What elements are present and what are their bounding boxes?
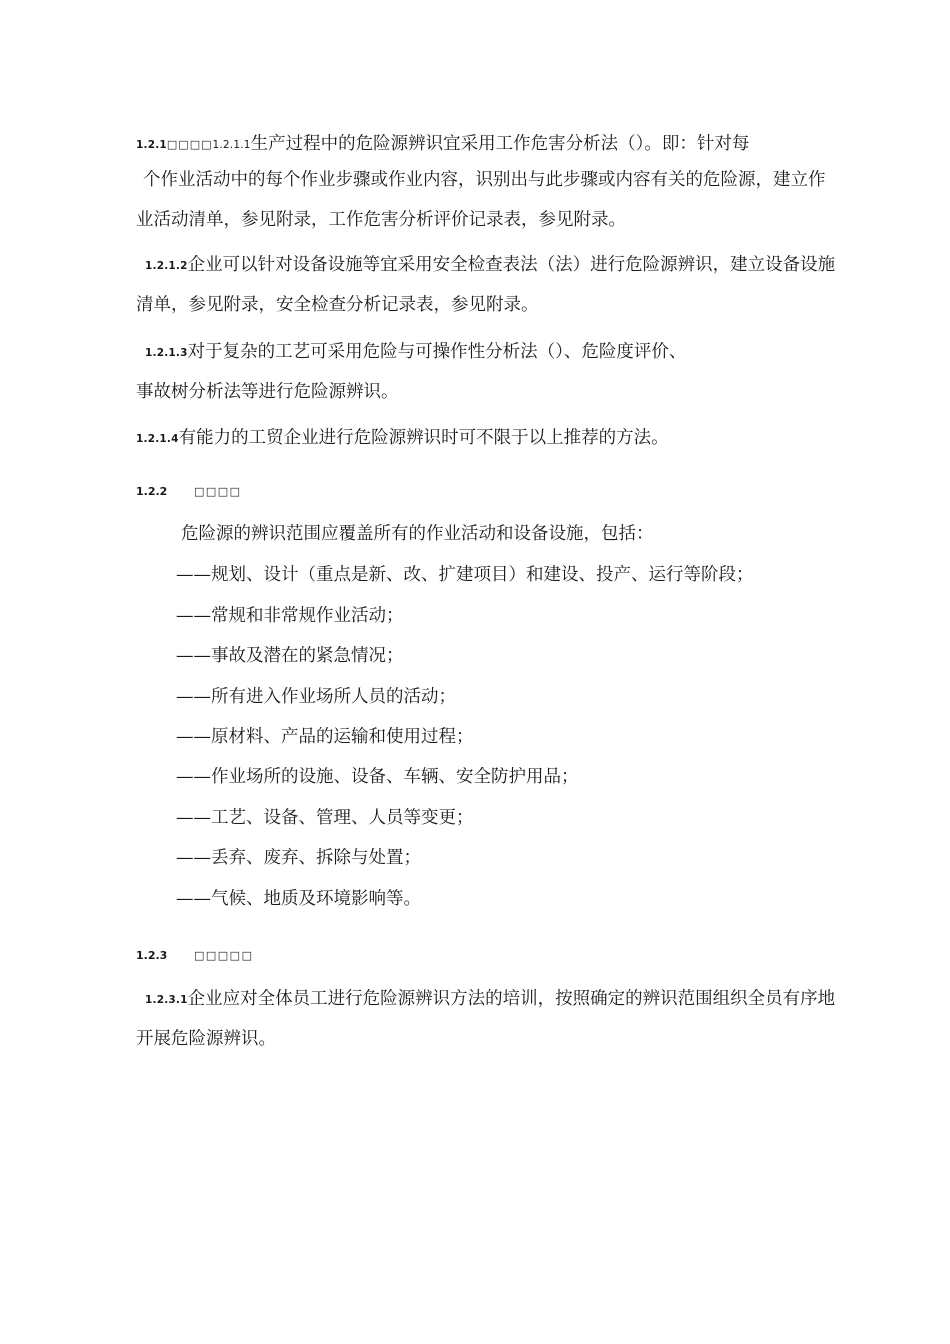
heading-number-1-2-1: 1.2.1	[136, 139, 167, 151]
item-text: 有能力的工贸企业进行危险源辨识时可不限于以上推荐的方法。	[178, 428, 669, 448]
scope-item-9: ——气候、地质及环境影响等。	[176, 889, 421, 909]
scope-item-4: ——所有进入作业场所人员的活动；	[176, 687, 456, 707]
heading-number-1-2-3: 1.2.3	[136, 949, 168, 962]
paragraph-1-2-3-1-line-2: 开展危险源辨识。	[136, 1029, 276, 1049]
paragraph-1-2-1-1-line-2: 个作业活动中的每个作业步骤或作业内容，识别出与此步骤或内容有关的危险源，建立作	[143, 170, 826, 190]
paragraph-1-2-1-1-line-3: 业活动清单，参见附录，工作危害分析评价记录表，参见附录。	[136, 210, 626, 230]
heading-placeholder-1-2-2: □□□□	[194, 485, 242, 498]
scope-item-8: ——丢弃、废弃、拆除与处置；	[176, 848, 421, 868]
scope-item-2: ——常规和非常规作业活动；	[176, 606, 404, 626]
item-text: 对于复杂的工艺可采用危险与可操作性分析法（）、危险度评价、	[187, 342, 687, 362]
paragraph-1-2-1-1-line-1	[136, 132, 749, 157]
section-heading-1-2-2	[136, 485, 242, 499]
heading-placeholder-1-2-1: □□□□	[166, 138, 213, 151]
scope-item-6: ——作业场所的设施、设备、车辆、安全防护用品；	[176, 767, 579, 787]
paragraph-1-2-3-1-line-1	[145, 987, 835, 1012]
paragraph-1-2-1-2-line-2: 清单，参见附录，安全检查分析记录表，参见附录。	[136, 295, 539, 315]
scope-item-1: ——规划、设计（重点是新、改、扩建项目）和建设、投产、运行等阶段；	[176, 565, 754, 585]
paragraph-1-2-1-2-line-1	[145, 253, 835, 278]
item-number-1-2-1-4: 1.2.1.4	[136, 433, 179, 445]
paragraph-1-2-1-4-line-1	[136, 426, 669, 451]
item-text: 企业可以针对设备设施等宜采用安全检查表法（法）进行危险源辨识，建立设备设施	[187, 255, 836, 275]
scope-item-5: ——原材料、产品的运输和使用过程；	[176, 727, 474, 747]
item-number-1-2-1-2: 1.2.1.2	[145, 260, 188, 272]
section-heading-1-2-3	[136, 949, 253, 963]
item-text: 生产过程中的危险源辨识宜采用工作危害分析法（）。即：针对每	[250, 134, 750, 154]
heading-placeholder-1-2-3: □□□□□	[194, 949, 254, 962]
item-text: 企业应对全体员工进行危险源辨识方法的培训，按照确定的辨识范围组织全员有序地	[187, 989, 836, 1009]
scope-intro: 危险源的辨识范围应覆盖所有的作业活动和设备设施，包括：	[181, 524, 654, 544]
scope-item-3: ——事故及潜在的紧急情况；	[176, 646, 404, 666]
scope-item-7: ——工艺、设备、管理、人员等变更；	[176, 808, 474, 828]
item-number-1-2-1-1: 1.2.1.1	[212, 139, 251, 151]
paragraph-1-2-1-3-line-2: 事故树分析法等进行危险源辨识。	[136, 382, 399, 402]
heading-number-1-2-2: 1.2.2	[136, 485, 168, 498]
paragraph-1-2-1-3-line-1	[145, 340, 686, 365]
item-number-1-2-1-3: 1.2.1.3	[145, 347, 188, 359]
item-number-1-2-3-1: 1.2.3.1	[145, 994, 188, 1006]
